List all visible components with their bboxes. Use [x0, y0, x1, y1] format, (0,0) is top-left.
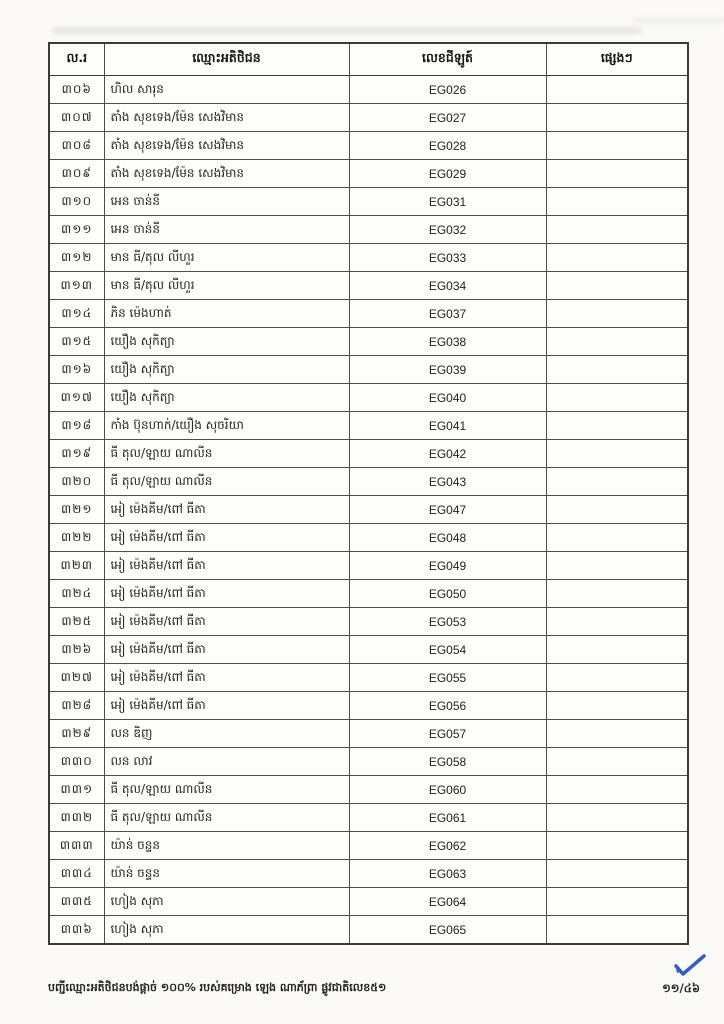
table-row: [49, 272, 688, 300]
cell-lot-code: EG062: [349, 832, 546, 860]
header-cell-number: ល.រ: [49, 43, 104, 76]
cell-row-number: ៣៣៤: [49, 860, 104, 888]
cell-customer-name: យឿង សុកិត្យា: [104, 328, 349, 356]
cell-customer-name: យ៉ាន់ ចន្ទន: [104, 832, 349, 860]
cell-row-number: ៣១៧: [49, 384, 104, 412]
cell-remarks: [546, 440, 688, 468]
cell-remarks: [546, 272, 688, 300]
cell-remarks: [546, 132, 688, 160]
cell-remarks: [546, 104, 688, 132]
table-row: [49, 496, 688, 524]
cell-row-number: ៣២៧: [49, 664, 104, 692]
cell-customer-name: ធី តុល/ឡាយ ណាលីន: [104, 776, 349, 804]
cell-remarks: [546, 356, 688, 384]
cell-lot-code: EG050: [349, 580, 546, 608]
cell-row-number: ៣២៥: [49, 608, 104, 636]
cell-remarks: [546, 664, 688, 692]
cell-row-number: ៣១៦: [49, 356, 104, 384]
table-row: [49, 916, 688, 945]
cell-customer-name: ហៀង សុភា: [104, 916, 349, 945]
cell-remarks: [546, 888, 688, 916]
table-row: [49, 440, 688, 468]
cell-remarks: [546, 328, 688, 356]
cell-lot-code: EG047: [349, 496, 546, 524]
cell-lot-code: EG060: [349, 776, 546, 804]
cell-customer-name: មាន ធី/តុល លីហួរ: [104, 272, 349, 300]
cell-row-number: ៣១៤: [49, 300, 104, 328]
table-row: [49, 104, 688, 132]
header-cell-name: ឈ្មោះអតិថិជន: [104, 43, 349, 76]
cell-customer-name: អេន ចាន់នី: [104, 216, 349, 244]
cell-customer-name: លន លាវ: [104, 748, 349, 776]
table-row: [49, 748, 688, 776]
table-row: [49, 692, 688, 720]
cell-lot-code: EG033: [349, 244, 546, 272]
cell-row-number: ៣២៤: [49, 580, 104, 608]
cell-lot-code: EG057: [349, 720, 546, 748]
table-row: [49, 888, 688, 916]
cell-remarks: [546, 524, 688, 552]
table-row: [49, 832, 688, 860]
footer-caption: បញ្ជីឈ្មោះអតិថិជនបង់ផ្តាច់ ១០០% របស់គម្រោង ឡេង ណាភ័ព្រា ផ្លូវជាតិលេខ៥១: [48, 981, 387, 994]
table-row: [49, 804, 688, 832]
cell-lot-code: EG032: [349, 216, 546, 244]
cell-customer-name: ហៀង សុភា: [104, 888, 349, 916]
cell-remarks: [546, 692, 688, 720]
cell-row-number: ៣០៩: [49, 160, 104, 188]
cell-remarks: [546, 608, 688, 636]
cell-remarks: [546, 188, 688, 216]
cell-remarks: [546, 748, 688, 776]
cell-lot-code: EG037: [349, 300, 546, 328]
table-row: [49, 776, 688, 804]
cell-row-number: ៣៣៦: [49, 916, 104, 945]
cell-customer-name: មាន ធី/តុល លីហួរ: [104, 244, 349, 272]
cell-lot-code: EG041: [349, 412, 546, 440]
table-row: [49, 300, 688, 328]
cell-customer-name: តាំង សុខទេង/ម៉ែន សេងវិមាន: [104, 104, 349, 132]
cell-lot-code: EG042: [349, 440, 546, 468]
table-row: [49, 188, 688, 216]
table-row: [49, 412, 688, 440]
table-row: [49, 384, 688, 412]
cell-customer-name: កាំង ប៊ុនហាក់/យឿង សុចរិយា: [104, 412, 349, 440]
cell-remarks: [546, 76, 688, 104]
customer-lot-table: [48, 42, 689, 945]
cell-customer-name: យ៉ាន់ ចន្ទន: [104, 860, 349, 888]
cell-row-number: ៣០៨: [49, 132, 104, 160]
cell-customer-name: យឿង សុកិត្យា: [104, 356, 349, 384]
cell-remarks: [546, 776, 688, 804]
cell-row-number: ៣៣៥: [49, 888, 104, 916]
cell-customer-name: អៀ ម៉េងគីម/ពៅ ធីតា: [104, 692, 349, 720]
table-row: [49, 524, 688, 552]
cell-lot-code: EG064: [349, 888, 546, 916]
table-row: [49, 580, 688, 608]
cell-lot-code: EG055: [349, 664, 546, 692]
cell-row-number: ៣២០: [49, 468, 104, 496]
table-row: [49, 244, 688, 272]
table-row: [49, 328, 688, 356]
table-row: [49, 608, 688, 636]
table-row: [49, 216, 688, 244]
cell-remarks: [546, 636, 688, 664]
cell-row-number: ៣២៣: [49, 552, 104, 580]
table-row: [49, 160, 688, 188]
table-row: [49, 860, 688, 888]
cell-row-number: ៣៣១: [49, 776, 104, 804]
cell-customer-name: អៀ ម៉េងគីម/ពៅ ធីតា: [104, 496, 349, 524]
cell-customer-name: ភិន ម៉េងហាត់: [104, 300, 349, 328]
cell-row-number: ៣២៨: [49, 692, 104, 720]
cell-row-number: ៣៣២: [49, 804, 104, 832]
cell-row-number: ៣២១: [49, 496, 104, 524]
cell-lot-code: EG028: [349, 132, 546, 160]
cell-customer-name: ហិល សារុន: [104, 76, 349, 104]
cell-row-number: ៣១៩: [49, 440, 104, 468]
cell-remarks: [546, 496, 688, 524]
cell-customer-name: ធី តុល/ឡាយ ណាលីន: [104, 804, 349, 832]
cell-row-number: ៣៣៣: [49, 832, 104, 860]
table-row: [49, 720, 688, 748]
cell-row-number: ៣២៩: [49, 720, 104, 748]
cell-lot-code: EG048: [349, 524, 546, 552]
cell-row-number: ៣១០: [49, 188, 104, 216]
cell-lot-code: EG063: [349, 860, 546, 888]
table-row: [49, 76, 688, 104]
cell-row-number: ៣១១: [49, 216, 104, 244]
cell-lot-code: EG056: [349, 692, 546, 720]
cell-row-number: ៣២២: [49, 524, 104, 552]
cell-row-number: ៣០៧: [49, 104, 104, 132]
cell-customer-name: អៀ ម៉េងគីម/ពៅ ធីតា: [104, 636, 349, 664]
cell-lot-code: EG053: [349, 608, 546, 636]
cell-customer-name: អៀ ម៉េងគីម/ពៅ ធីតា: [104, 552, 349, 580]
cell-customer-name: អៀ ម៉េងគីម/ពៅ ធីតា: [104, 608, 349, 636]
cell-remarks: [546, 468, 688, 496]
cell-lot-code: EG054: [349, 636, 546, 664]
cell-lot-code: EG027: [349, 104, 546, 132]
cell-lot-code: EG061: [349, 804, 546, 832]
cell-remarks: [546, 580, 688, 608]
cell-remarks: [546, 720, 688, 748]
table-row: [49, 664, 688, 692]
cell-customer-name: អៀ ម៉េងគីម/ពៅ ធីតា: [104, 524, 349, 552]
cell-lot-code: EG029: [349, 160, 546, 188]
cell-remarks: [546, 832, 688, 860]
cell-remarks: [546, 916, 688, 945]
cell-lot-code: EG043: [349, 468, 546, 496]
cell-lot-code: EG040: [349, 384, 546, 412]
cell-lot-code: EG058: [349, 748, 546, 776]
table-row: [49, 356, 688, 384]
cell-row-number: ៣២៦: [49, 636, 104, 664]
cell-customer-name: លន ឌិញ: [104, 720, 349, 748]
cell-row-number: ៣១២: [49, 244, 104, 272]
cell-customer-name: ធី តុល/ឡាយ ណាលីន: [104, 440, 349, 468]
cell-row-number: ៣១៥: [49, 328, 104, 356]
cell-lot-code: EG026: [349, 76, 546, 104]
cell-customer-name: អេន ចាន់នី: [104, 188, 349, 216]
cell-remarks: [546, 216, 688, 244]
cell-remarks: [546, 244, 688, 272]
cell-customer-name: អៀ ម៉េងគីម/ពៅ ធីតា: [104, 664, 349, 692]
cell-lot-code: EG039: [349, 356, 546, 384]
header-row: [49, 43, 688, 76]
cell-customer-name: អៀ ម៉េងគីម/ពៅ ធីតា: [104, 580, 349, 608]
header-cell-remarks: ផ្សេងៗ: [546, 43, 688, 76]
cell-lot-code: EG038: [349, 328, 546, 356]
table-body: [49, 76, 688, 945]
cell-customer-name: តាំង សុខទេង/ម៉ែន សេងវិមាន: [104, 160, 349, 188]
page-number: ១១/៤៦: [662, 981, 700, 995]
cell-customer-name: យឿង សុកិត្យា: [104, 384, 349, 412]
cell-remarks: [546, 160, 688, 188]
scan-smudge: [52, 27, 642, 34]
scan-smudge-right: [634, 18, 724, 23]
cell-remarks: [546, 860, 688, 888]
cell-lot-code: EG031: [349, 188, 546, 216]
cell-lot-code: EG034: [349, 272, 546, 300]
cell-row-number: ៣៣០: [49, 748, 104, 776]
cell-remarks: [546, 804, 688, 832]
cell-row-number: ៣១៣: [49, 272, 104, 300]
header-cell-lot: លេខជីឡូត៍: [349, 43, 546, 76]
pen-checkmark-icon: [670, 950, 710, 982]
table-row: [49, 468, 688, 496]
cell-customer-name: ធី តុល/ឡាយ ណាលីន: [104, 468, 349, 496]
table-row: [49, 132, 688, 160]
table-row: [49, 636, 688, 664]
cell-remarks: [546, 552, 688, 580]
cell-lot-code: EG049: [349, 552, 546, 580]
cell-lot-code: EG065: [349, 916, 546, 945]
cell-row-number: ៣១៨: [49, 412, 104, 440]
cell-remarks: [546, 300, 688, 328]
table-row: [49, 552, 688, 580]
cell-row-number: ៣០៦: [49, 76, 104, 104]
cell-customer-name: តាំង សុខទេង/ម៉ែន សេងវិមាន: [104, 132, 349, 160]
cell-remarks: [546, 384, 688, 412]
cell-remarks: [546, 412, 688, 440]
